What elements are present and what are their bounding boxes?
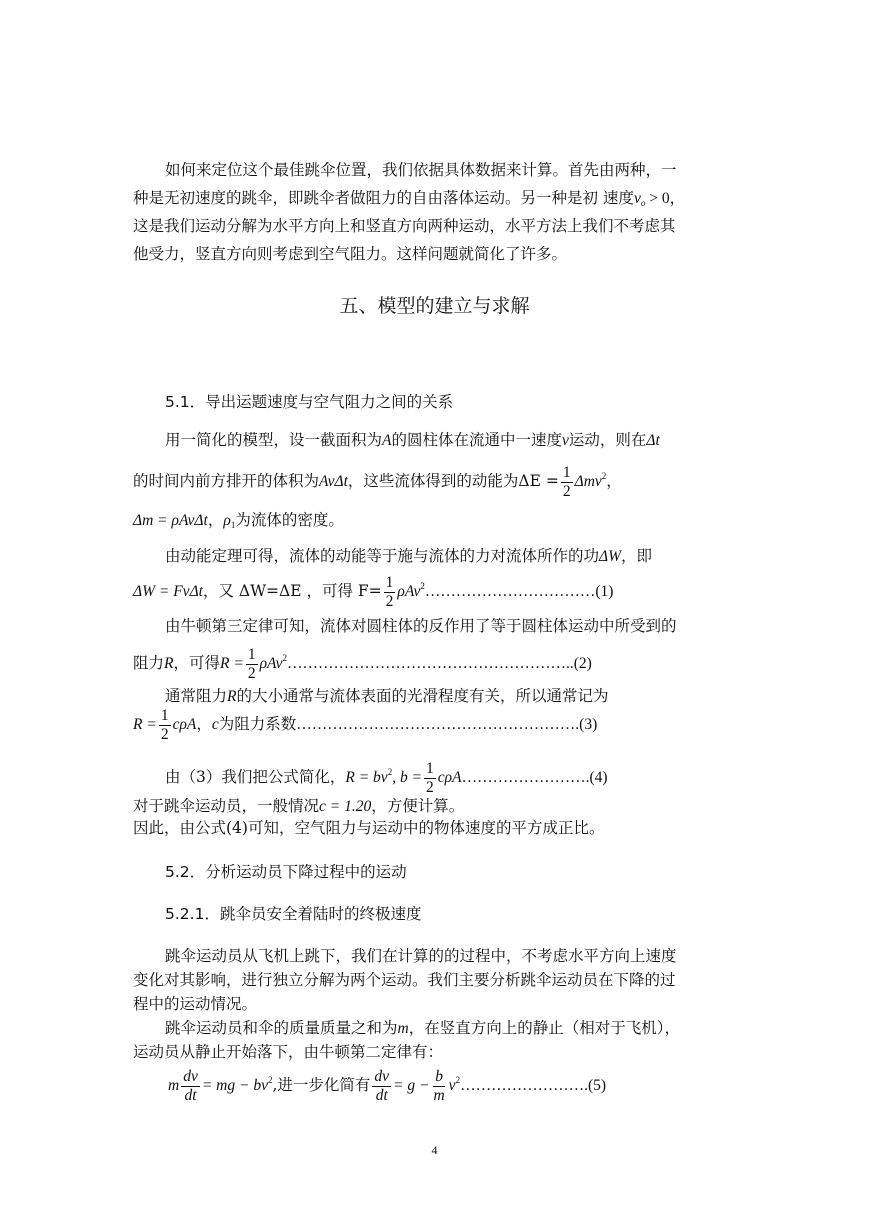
text-span: ，方便计算。 (371, 797, 465, 815)
intro-line-1: 如何来定位这个最佳跳伞位置，我们依据具体数据来计算。首先由两种，一 (165, 161, 677, 179)
math-expr: ΔW = FvΔt (133, 583, 203, 600)
text-span: ,进一步化简有 (272, 1076, 371, 1094)
text-span: 运动，则在 (568, 431, 647, 449)
text-span: ， (196, 715, 212, 733)
math-sup: 2 (282, 653, 287, 663)
denominator: m (433, 1086, 445, 1104)
s51-line-8 (165, 686, 609, 707)
math-var: v (562, 432, 569, 449)
equation-number: ……………………………………………….(3) (296, 716, 598, 733)
math-sub: 1 (230, 520, 236, 530)
text-span: ，即 (621, 547, 653, 565)
math-expr: c = 1.20 (319, 798, 372, 815)
math-expr: , b = (392, 769, 423, 786)
math-expr: R = bv (345, 769, 388, 786)
text-span: 阻力 (133, 654, 165, 672)
math-expr: cρA (172, 716, 197, 733)
text-span: ， (207, 511, 224, 529)
math-expr: Δmv (574, 473, 602, 490)
s51-line-1 (165, 430, 660, 451)
numerator: dv (374, 1067, 390, 1085)
text-span: 为流体的密度。 (235, 511, 344, 529)
math-var: ΔW (599, 548, 622, 565)
equation-number: …………………….(5) (460, 1077, 607, 1094)
s52-p1-line-2: 变化对其影响，进行独立分解为两个运动。我们主要分析跳伞运动员在下降的过 (133, 971, 676, 989)
math-expr: R = (220, 655, 244, 672)
s52-p1-line-3: 程中的运动情况。 (133, 995, 258, 1013)
numerator: 1 (385, 573, 394, 591)
fraction (159, 707, 171, 744)
denominator: 2 (562, 482, 571, 500)
math-var: A (382, 432, 392, 449)
text-span: 的圆柱体在流通中一速度 (391, 431, 562, 449)
numerator: dv (183, 1067, 198, 1085)
math-var: v (633, 190, 641, 207)
math-var: R (227, 688, 237, 705)
math-sub: o (640, 198, 646, 208)
text-span: ，又 ΔW=ΔE ，可得 F= (202, 582, 382, 600)
math-text: > 0， (645, 190, 686, 207)
fraction (431, 1068, 446, 1105)
denominator: dt (184, 1086, 197, 1104)
equation-5 (168, 1062, 606, 1105)
math-expr: Δm = ρAvΔt (133, 512, 208, 529)
denominator: 2 (426, 778, 434, 796)
fraction (246, 646, 258, 683)
numerator: b (435, 1067, 443, 1085)
subsection-heading-5-2: 5.2．分析运动员下降过程中的运动 (165, 863, 407, 881)
subsection-heading-5-1: 5.1．导出运题速度与空气阻力之间的关系 (165, 393, 454, 411)
denominator: 2 (385, 592, 394, 610)
equation-number: ………………………………………………..(2) (287, 655, 592, 672)
math-var: Δt (646, 432, 660, 449)
math-var: m (397, 1020, 409, 1037)
math-var: R (164, 655, 174, 672)
intro-line-3: 这是我们运动分解为水平方向上和竖直方向两种运动，水平方法上我们不考虑其 (133, 217, 676, 235)
math-var: m (168, 1077, 180, 1094)
text-span: 的大小通常与流体表面的光滑程度有关，所以通常记为 (236, 687, 609, 705)
math-expr: ρAv (259, 655, 283, 672)
math-sup: 2 (267, 1075, 273, 1085)
equation-number: …………………….(4) (461, 769, 608, 786)
s51-line-7 (133, 640, 592, 683)
math-var: ρ (223, 512, 231, 529)
s51-line-4 (165, 546, 652, 567)
math-expr: cρA (437, 769, 462, 786)
s52-p2-line-1 (165, 1018, 680, 1039)
fraction (561, 464, 573, 501)
numerator: 1 (562, 463, 571, 481)
fraction (424, 760, 436, 797)
text-span: 为阻力系数 (218, 715, 297, 733)
s51-line-5 (133, 568, 613, 611)
denominator: 2 (160, 725, 169, 743)
math-expr: AvΔt (319, 473, 348, 490)
numerator: 1 (426, 759, 434, 777)
text-span: 用一简化的模型，设一截面积为 (165, 431, 383, 449)
intro-line-2 (133, 188, 685, 213)
text-span: 通常阻力 (165, 687, 228, 705)
text-span: 跳伞运动员和伞的质量质量之和为 (165, 1019, 398, 1037)
text-span: 的时间内前方排开的体积为 (133, 472, 320, 490)
text-span: ， (606, 472, 622, 490)
text-span: 由动能定理可得，流体的动能等于施与流体的力对流体所作的功 (165, 547, 600, 565)
text-span: 由（3）我们把公式简化， (165, 768, 346, 786)
text-span: ，这些流体得到的动能为ΔE = (347, 472, 559, 490)
denominator: 2 (247, 664, 256, 682)
s51-line-2 (133, 458, 622, 501)
numerator: 1 (160, 706, 169, 724)
math-sup: 2 (387, 767, 393, 777)
subsubsection-heading-5-2-1: 5.2.1．跳伞员安全着陆时的终极速度 (165, 905, 422, 923)
fraction (181, 1068, 200, 1105)
page-number: 4 (431, 1143, 438, 1157)
s51-line-9 (133, 706, 597, 744)
math-sup: 2 (601, 471, 607, 481)
math-expr: = g − (393, 1077, 430, 1094)
s51-line-11 (133, 796, 464, 817)
text-span: ，可得 (173, 654, 220, 672)
s52-p2-line-2: 运动员从静止开始落下，由牛顿第二定律有： (133, 1043, 444, 1061)
fraction (372, 1068, 391, 1105)
fraction (384, 574, 396, 611)
s51-line-10 (165, 754, 608, 797)
s51-line-6: 由牛顿第三定律可知，流体对圆柱体的反作用了等于圆柱体运动中所受到的 (165, 617, 677, 635)
equation-number: ……………………………(1) (424, 583, 614, 600)
text-span: 种是无初速度的跳伞，即跳伞者做阻力的自由落体运动。另一种是初 速度 (133, 189, 634, 207)
math-var: c (211, 716, 219, 733)
text-span: 对于跳伞运动员，一般情况 (133, 797, 320, 815)
math-var: v (448, 1077, 456, 1094)
math-sup: 2 (455, 1075, 461, 1085)
text-span: ，在竖直方向上的静止（相对于飞机）， (408, 1019, 680, 1037)
math-sup: 2 (420, 581, 425, 591)
numerator: 1 (247, 645, 256, 663)
s51-line-12: 因此，由公式(4)可知，空气阻力与运动中的物体速度的平方成正比。 (133, 819, 605, 837)
math-expr: = mg − bv (201, 1077, 268, 1094)
s52-p1-line-1: 跳伞运动员从飞机上跳下，我们在计算的的过程中，不考虑水平方向上速度 (165, 947, 677, 965)
intro-line-4: 他受力，竖直方向则考虑到空气阻力。这样问题就简化了许多。 (133, 245, 568, 263)
math-expr: R = (133, 716, 157, 733)
math-expr: ρAv (397, 583, 421, 600)
denominator: dt (375, 1086, 388, 1104)
section-title: 五、模型的建立与求解 (339, 295, 530, 317)
s51-line-3 (133, 510, 344, 535)
